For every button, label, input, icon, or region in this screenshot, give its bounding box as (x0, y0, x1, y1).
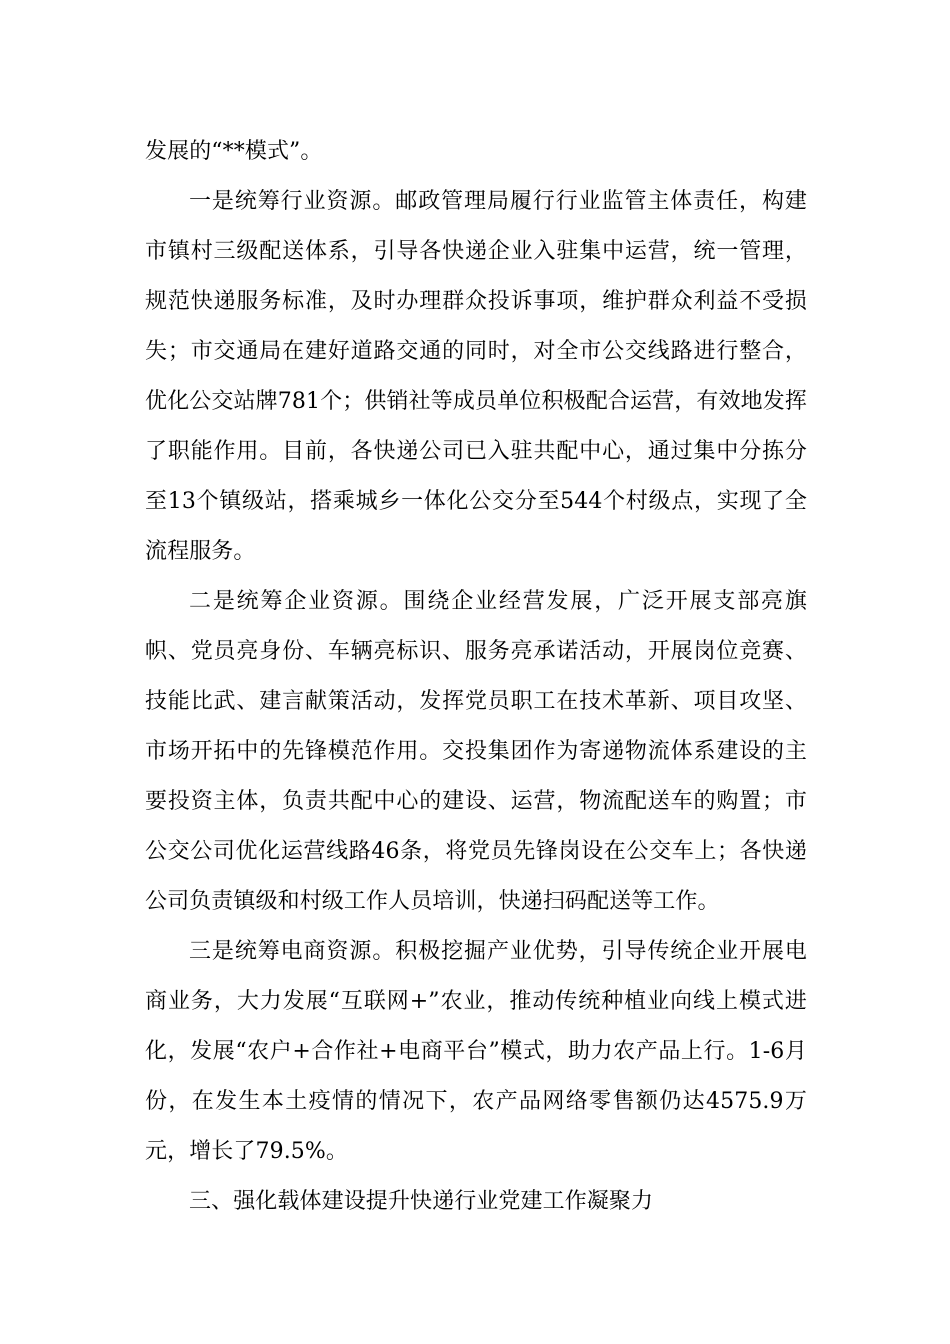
paragraph-continuation: 发展的“**模式”。 (145, 139, 323, 164)
document-page (145, 127, 807, 1227)
section-heading: 三、强化载体建设提升快递行业党建工作凝聚力 (189, 1189, 654, 1214)
paragraph-enterprise-resources: 二是统筹企业资源。围绕企业经营发展，广泛开展支部亮旗帜、党员亮身份、车辆亮标识、服务亮承诺活动，开展岗位竞赛、技能比武、建言献策活动，发挥党员职工在技术革新、项目攻坚、市场开拓中的先锋模范作用。交投集团作为寄递物流体系建设的主要投资主体，负责共配中心的建设、运营，物流配送车的购置；市公交公司优化运营线路46条，将党员先锋岗设在公交车上；各快递公司负责镇级和村级工作人员培训，快递扫码配送等工作。 (145, 589, 807, 914)
paragraph-ecommerce-resources: 三是统筹电商资源。积极挖掘产业优势，引导传统企业开展电商业务，大力发展“互联网+”农业，推动传统种植业向线上模式进化，发展“农户+合作社+电商平台”模式，助力农产品上行。1-6月份，在发生本土疫情的情况下，农产品网络零售额仍达4575.9万元，增长了79.5%。 (145, 939, 807, 1164)
paragraph-industry-resources: 一是统筹行业资源。邮政管理局履行行业监管主体责任，构建市镇村三级配送体系，引导各快递企业入驻集中运营，统一管理，规范快递服务标准，及时办理群众投诉事项，维护群众利益不受损失；市交通局在建好道路交通的同时，对全市公交线路进行整合，优化公交站牌781个；供销社等成员单位积极配合运营，有效地发挥了职能作用。目前，各快递公司已入驻共配中心，通过集中分拣分至13个镇级站，搭乘城乡一体化公交分至544个村级点，实现了全流程服务。 (145, 189, 807, 564)
